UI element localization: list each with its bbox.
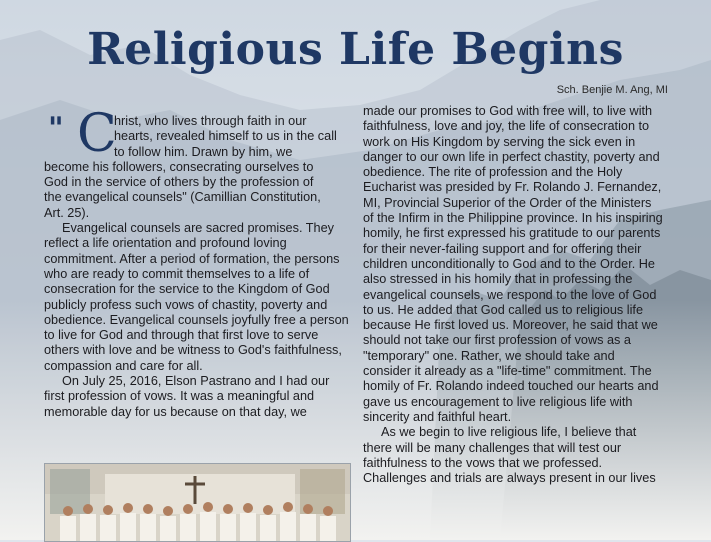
opening-line: become his followers, consecrating ourselves to	[44, 159, 314, 174]
left-column	[44, 104, 349, 420]
right-column	[363, 104, 663, 486]
opening-line: the evangelical counsels" (Camillian Constitution,	[44, 190, 321, 205]
paragraph-evangelical-counsels: Evangelical counsels are sacred promises. They reflect a life orientation and profound loving commitment. After a period of formation, the persons who are ready to commit themselves to a life of consecration for the service to the Kingdom of God publicly profess such vows of chastity, poverty and obedience. Evangelical counsels joyfully free a person to live for God and through that first love to serve others with love and be witness to God's faithfulness, compassion and care for all.	[44, 221, 349, 373]
opening-quote-mark: "	[48, 111, 64, 146]
drop-cap: C	[77, 104, 117, 164]
opening-line: God in the service of others by the profession of	[44, 175, 314, 190]
opening-line: hearts, revealed himself to us in the call	[114, 129, 337, 144]
article-title: Religious Life Begins	[87, 24, 624, 75]
opening-line: to follow him. Drawn by him, we	[114, 144, 293, 159]
article-byline: Sch. Benjie M. Ang, MI	[556, 84, 668, 96]
paragraph-promises: made our promises to God with free will, to live with faithfulness, love and joy, the life of consecration to work on His Kingdom by serving the sick even in danger to our own life in perfect chastity, poverty and obedience. The rite of profession and the Holy Eucharist was presided by Fr. Rolando J. Fernandez, MI, Provincial Superior of the Order of the Ministers of the Infirm in the Philippine province. In his inspiring homily, he first expressed his gratitude to our parents for their never-failing support and for offering their children unconditionally to God and to the Order. He also stressed in his homily that in professing the evangelical counsels, we respond to the love of God to us. He added that God called us to religious life because He first loved us. Moreover, he said that we should not take our first profession of vows as a "temporary" one. Rather, we should take and consider it already as a "life-time" commitment. The homily of Fr. Rolando indeed touched our hearts and gave us encouragement to live religious life with sincerity and faithful heart.	[363, 104, 663, 424]
profession-group-photo	[44, 463, 351, 542]
opening-line: hrist, who lives through faith in our	[114, 114, 307, 128]
paragraph-profession-date: On July 25, 2016, Elson Pastrano and I had our first profession of vows. It was a meaningful and memorable day for us because on that day, we	[44, 374, 330, 419]
paragraph-challenges: As we begin to live religious life, I believe that there will be many challenges that will test our faithfulness to the vows that we professed. Challenges and trials are always present in our lives	[363, 425, 656, 486]
opening-paragraph	[44, 104, 349, 221]
opening-line: Art. 25).	[44, 205, 90, 220]
